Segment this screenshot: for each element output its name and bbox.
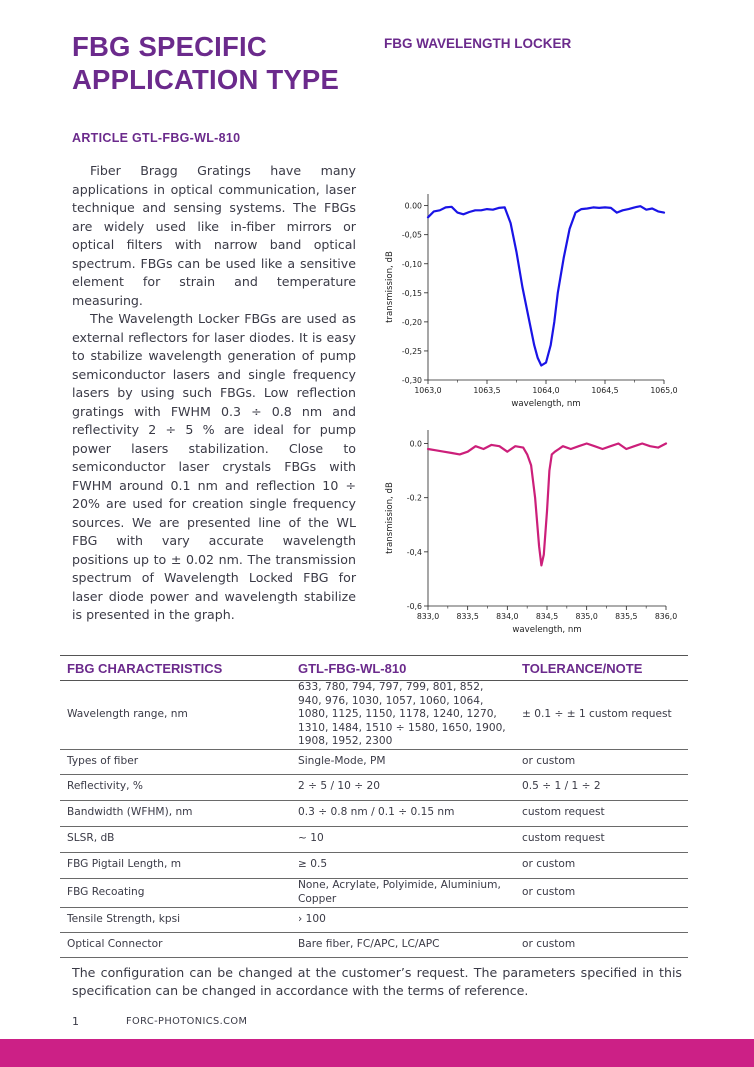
paragraph-1: Fiber Bragg Gratings have many applications in optical communication, laser technique and sensing systems. The FBGs are widely used like in-fiber mirrors or optical filters with narrow band optical spectrum. FBGs can be used like a sensitive element for strain and temperature measuring. — [72, 163, 356, 308]
page-title — [72, 30, 372, 96]
table-row — [60, 681, 688, 750]
row-label: FBG Recoating — [60, 878, 291, 907]
row-label: Bandwidth (WFHM), nm — [60, 800, 291, 826]
row-note: or custom — [515, 878, 688, 907]
y-tick-label: -0,10 — [401, 259, 422, 269]
y-tick-label: -0,25 — [401, 346, 422, 356]
y-tick-label: -0,6 — [406, 602, 422, 611]
page-number: 1 — [72, 1015, 79, 1028]
header-tolerance: TOLERANCE/NOTE — [515, 656, 688, 681]
row-note: custom request — [515, 800, 688, 826]
x-tick-label: 834,5 — [535, 612, 559, 621]
row-label: Wavelength range, nm — [60, 681, 291, 750]
row-label: Reflectivity, % — [60, 774, 291, 800]
article-number: ARTICLE GTL-FBG-WL-810 — [72, 131, 241, 145]
table-row — [60, 749, 688, 774]
row-value: ~ 10 — [291, 826, 515, 852]
y-tick-label: -0,15 — [401, 288, 422, 298]
y-axis-label: transmission, dB — [385, 482, 395, 554]
x-tick-label: 1063,0 — [414, 386, 442, 395]
row-label: SLSR, dB — [60, 826, 291, 852]
x-tick-label: 833,0 — [416, 612, 440, 621]
row-label: FBG Pigtail Length, m — [60, 852, 291, 878]
x-tick-label: 833,5 — [456, 612, 479, 621]
transmission-chart-1064 — [380, 190, 680, 415]
row-value: ≥ 0.5 — [291, 852, 515, 878]
table-row — [60, 774, 688, 800]
table-row — [60, 852, 688, 878]
footer-band — [0, 1039, 754, 1067]
row-note: 0.5 ÷ 1 / 1 ÷ 2 — [515, 774, 688, 800]
title-line-2: APPLICATION TYPE — [72, 64, 340, 95]
header-model: GTL-FBG-WL-810 — [291, 656, 515, 681]
y-tick-label: -0,30 — [401, 376, 422, 385]
characteristics-table — [60, 655, 688, 958]
table-row — [60, 907, 688, 932]
row-note: ± 0.1 ÷ ± 1 custom request — [515, 681, 688, 750]
y-tick-label: -0,4 — [406, 547, 422, 557]
series-line — [428, 444, 666, 566]
x-tick-label: 1064,0 — [532, 386, 560, 395]
x-tick-label: 1064,5 — [591, 386, 619, 395]
row-note: or custom — [515, 852, 688, 878]
y-tick-label: -0,20 — [401, 317, 422, 327]
row-label: Types of fiber — [60, 749, 291, 774]
product-subtitle: FBG WAVELENGTH LOCKER — [384, 36, 572, 51]
y-tick-label: 0.0 — [409, 439, 422, 449]
x-tick-label: 835,5 — [615, 612, 638, 621]
row-note — [515, 907, 688, 932]
row-value: None, Acrylate, Polyimide, Aluminium, Copper — [291, 878, 515, 907]
paragraph-2: The Wavelength Locker FBGs are used as external reflectors for laser diodes. It is easy to stabilize wavelength generation of pump semiconductor lasers and single frequency lasers by using such FBGs. Low reflection gratings with FWHM 0.3 ÷ 0.8 nm and reflectivity 2 ÷ 5 % are ideal for pump power lasers stabilization. Close to semiconductor laser crystals FBGs with FWHM around 0.1 nm and reflection 10 ÷ 20% are used for creation single frequency sources. We are presented line of the WL FBG with vary accurate wavelength positions up to ± 0.02 nm. The transmission spectrum of Wavelength Locked FBG for laser diode power and wavelength stabilize is presented in the graph. — [72, 311, 356, 622]
y-tick-label: 0.00 — [404, 201, 422, 211]
row-value: Single-Mode, PM — [291, 749, 515, 774]
table-row — [60, 878, 688, 907]
x-axis-label: wavelength, nm — [511, 399, 581, 409]
table-row — [60, 800, 688, 826]
x-tick-label: 1063,5 — [473, 386, 501, 395]
x-tick-label: 836,0 — [654, 612, 678, 621]
row-value: Bare fiber, FC/APC, LC/APC — [291, 932, 515, 957]
y-tick-label: -0.2 — [406, 493, 422, 503]
row-note: or custom — [515, 932, 688, 957]
row-label: Tensile Strength, kpsi — [60, 907, 291, 932]
website-link[interactable]: FORC-PHOTONICS.COM — [126, 1016, 248, 1027]
x-tick-label: 835,0 — [575, 612, 598, 621]
table-row — [60, 826, 688, 852]
row-value: 633, 780, 794, 797, 799, 801, 852, 940, 976, 1030, 1057, 1060, 1064, 1080, 1125, 1150, 1178, 1240, 1270, 1310, 1484, 1510 ÷ 1580, 1650, 1900, 1908, 1952, 2300 — [291, 681, 515, 750]
description-text — [72, 162, 356, 625]
x-tick-label: 834,0 — [496, 612, 519, 621]
series-line — [428, 206, 664, 365]
table-row — [60, 932, 688, 957]
table-header-row — [60, 656, 688, 681]
row-note: or custom — [515, 749, 688, 774]
x-axis-label: wavelength, nm — [512, 625, 582, 635]
x-tick-label: 1065,0 — [650, 386, 678, 395]
row-value: › 100 — [291, 907, 515, 932]
row-note: custom request — [515, 826, 688, 852]
title-line-1: FBG SPECIFIC — [72, 31, 267, 62]
header-characteristics: FBG CHARACTERISTICS — [60, 656, 291, 681]
row-value: 0.3 ÷ 0.8 nm / 0.1 ÷ 0.15 nm — [291, 800, 515, 826]
y-axis-label: transmission, dB — [385, 251, 395, 323]
row-label: Optical Connector — [60, 932, 291, 957]
transmission-chart-834 — [380, 428, 680, 643]
y-tick-label: -0,05 — [401, 230, 422, 240]
row-value: 2 ÷ 5 / 10 ÷ 20 — [291, 774, 515, 800]
footer-note: The configuration can be changed at the customer’s request. The parameters specified in this specification can be changed in accordance with the terms of reference. — [72, 965, 682, 998]
